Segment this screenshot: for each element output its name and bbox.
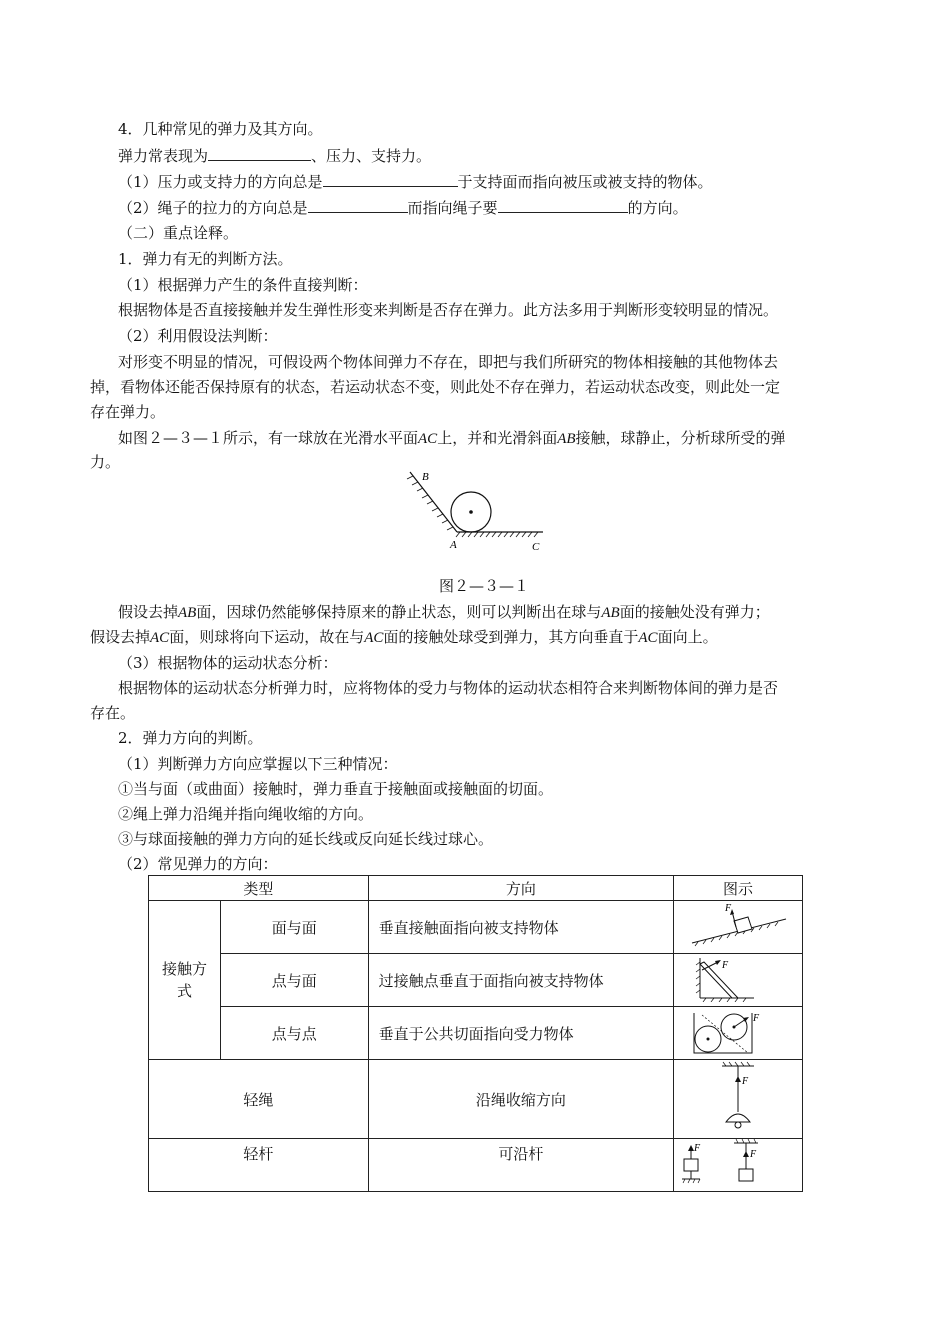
light-rope-diagram (688, 1060, 788, 1134)
text-segment: 面的接触处没有弹力； (619, 603, 770, 621)
header-direction: 方向 (368, 876, 673, 901)
fill-blank[interactable] (208, 144, 311, 161)
method2-title: （2）利用假设法判断： (118, 327, 278, 345)
text-segment: 弹力常表现为 (118, 147, 209, 165)
force-label: F (742, 1076, 749, 1087)
method2-para-line1: 对形变不明显的情况，可假设两个物体间弹力不存在，即把与我们所研究的物体相接触的其他物体去 (118, 353, 779, 371)
direction-cell: 过接触点垂直于面指向被支持物体 (368, 954, 673, 1007)
text-segment: 假设去掉 (118, 603, 179, 621)
answer-line2 (90, 626, 718, 649)
symbol: AC (150, 630, 170, 646)
symbol: AC (418, 431, 438, 447)
type-cell: 点与点 (220, 1007, 368, 1060)
direction-rule-3: ③与球面接触的弹力方向的延长线或反向延长线过球心。 (118, 830, 494, 848)
text-segment: 面，因球仍然能够保持原来的静止状态，则可以判断出在球与 (196, 603, 602, 621)
direction-title: （1）判断弹力方向应掌握以下三种情况： (118, 755, 398, 773)
table-row (149, 901, 803, 954)
figure-caption: 图２—３—１ (439, 577, 530, 595)
figure-ball-on-incline (400, 466, 550, 556)
figure-cell (674, 1060, 803, 1139)
table-row (149, 1139, 803, 1192)
type-cell: 点与面 (220, 954, 368, 1007)
answer-line1 (118, 601, 770, 624)
table-row (149, 954, 803, 1007)
group-label-text: 接触方式 (161, 960, 207, 1000)
point-to-point-diagram (688, 1007, 788, 1055)
text-segment: 的方向。 (627, 199, 688, 217)
method1-text: 根据物体是否直接接触并发生弹性形变来判断是否存在弹力。此方法多用于判断形变较明显的情况。 (118, 301, 779, 319)
text-segment: 面，则球将向下运动，故在与 (169, 628, 365, 646)
heading-elastic-direction: 2．弹力方向的判断。 (118, 729, 263, 747)
method3-para-line1: 根据物体的运动状态分析弹力时，应将物体的受力与物体的运动状态相符合来判断物体间的弹力是否 (118, 679, 779, 697)
symbol: AB (601, 605, 620, 621)
key-points-heading: （二）重点诠释。 (118, 224, 239, 242)
fill-blank[interactable] (323, 170, 458, 187)
common-directions-title: （2）常见弹力的方向： (118, 855, 278, 873)
force-label-rod-left: F (694, 1143, 701, 1154)
symbol: AC (364, 630, 384, 646)
direction-cell: 垂直于公共切面指向受力物体 (368, 1007, 673, 1060)
header-type: 类型 (149, 876, 369, 901)
direction-rule-1: ①当与面（或曲面）接触时，弹力垂直于接触面或接触面的切面。 (118, 780, 554, 798)
heading-elastic-existence: 1．弹力有无的判断方法。 (118, 250, 293, 268)
method3-title: （3）根据物体的运动状态分析： (118, 654, 338, 672)
section4-line3 (118, 196, 688, 219)
direction-rule-2: ②绳上弹力沿绳并指向绳收缩的方向。 (118, 805, 374, 823)
figure-cell (674, 1007, 803, 1060)
type-cell: 轻绳 (149, 1060, 369, 1139)
direction-cell: 垂直接触面指向被支持物体 (368, 901, 673, 954)
method2-para-line3: 存在弹力。 (90, 403, 166, 421)
method3-para-line2: 存在。 (90, 704, 136, 722)
force-label: F (753, 1013, 760, 1024)
section4-heading: 4．几种常见的弹力及其方向。 (118, 120, 323, 138)
text-segment: 于支持面而指向被压或被支持的物体。 (457, 173, 713, 191)
direction-cell: 可沿杆 (368, 1139, 673, 1192)
direction-cell: 沿绳收缩方向 (368, 1060, 673, 1139)
text-segment: 面向上。 (657, 628, 718, 646)
example-line2: 力。 (90, 453, 121, 471)
section4-line2 (118, 170, 713, 193)
label-b: B (422, 471, 429, 483)
symbol: AB (557, 431, 576, 447)
point-to-surface-diagram (688, 954, 788, 1002)
text-segment: 如图２—３—１所示，有一球放在光滑水平面 (118, 429, 419, 447)
text-segment: （1）压力或支持力的方向总是 (118, 173, 323, 191)
header-figure: 图示 (674, 876, 803, 901)
text-segment: 假设去掉 (90, 628, 151, 646)
force-label: F (725, 903, 732, 914)
type-cell: 面与面 (220, 901, 368, 954)
surface-to-surface-diagram (688, 901, 788, 949)
figure-cell (674, 954, 803, 1007)
table-header-row (149, 876, 803, 901)
text-segment: 上，并和光滑斜面 (437, 429, 558, 447)
fill-blank[interactable] (498, 196, 628, 213)
light-rod-diagram (678, 1139, 798, 1187)
section4-line1 (118, 144, 431, 167)
type-cell: 轻杆 (149, 1139, 369, 1192)
text-segment: 接触，球静止，分析球所受的弹 (575, 429, 786, 447)
table-row (149, 1007, 803, 1060)
method1-title: （1）根据弹力产生的条件直接判断： (118, 276, 368, 294)
label-a: A (450, 539, 457, 551)
force-label-rod-right: F (750, 1149, 757, 1160)
text-segment: 面的接触处球受到弹力，其方向垂直于 (383, 628, 639, 646)
contact-group-label (149, 901, 221, 1060)
method2-para-line2: 掉，看物体还能否保持原有的状态，若运动状态不变，则此处不存在弹力，若运动状态改变，则此处一定 (90, 378, 781, 396)
elastic-force-table (148, 875, 803, 1192)
symbol: AB (178, 605, 197, 621)
fill-blank[interactable] (308, 196, 408, 213)
example-line1 (118, 427, 786, 450)
text-segment: 而指向绳子要 (407, 199, 498, 217)
force-label: F (722, 960, 729, 971)
text-segment: （2）绳子的拉力的方向总是 (118, 199, 308, 217)
label-c: C (532, 541, 540, 553)
symbol: AC (638, 630, 658, 646)
text-segment: 、压力、支持力。 (311, 147, 432, 165)
figure-cell (674, 1139, 803, 1192)
figure-cell (674, 901, 803, 954)
table-row (149, 1060, 803, 1139)
